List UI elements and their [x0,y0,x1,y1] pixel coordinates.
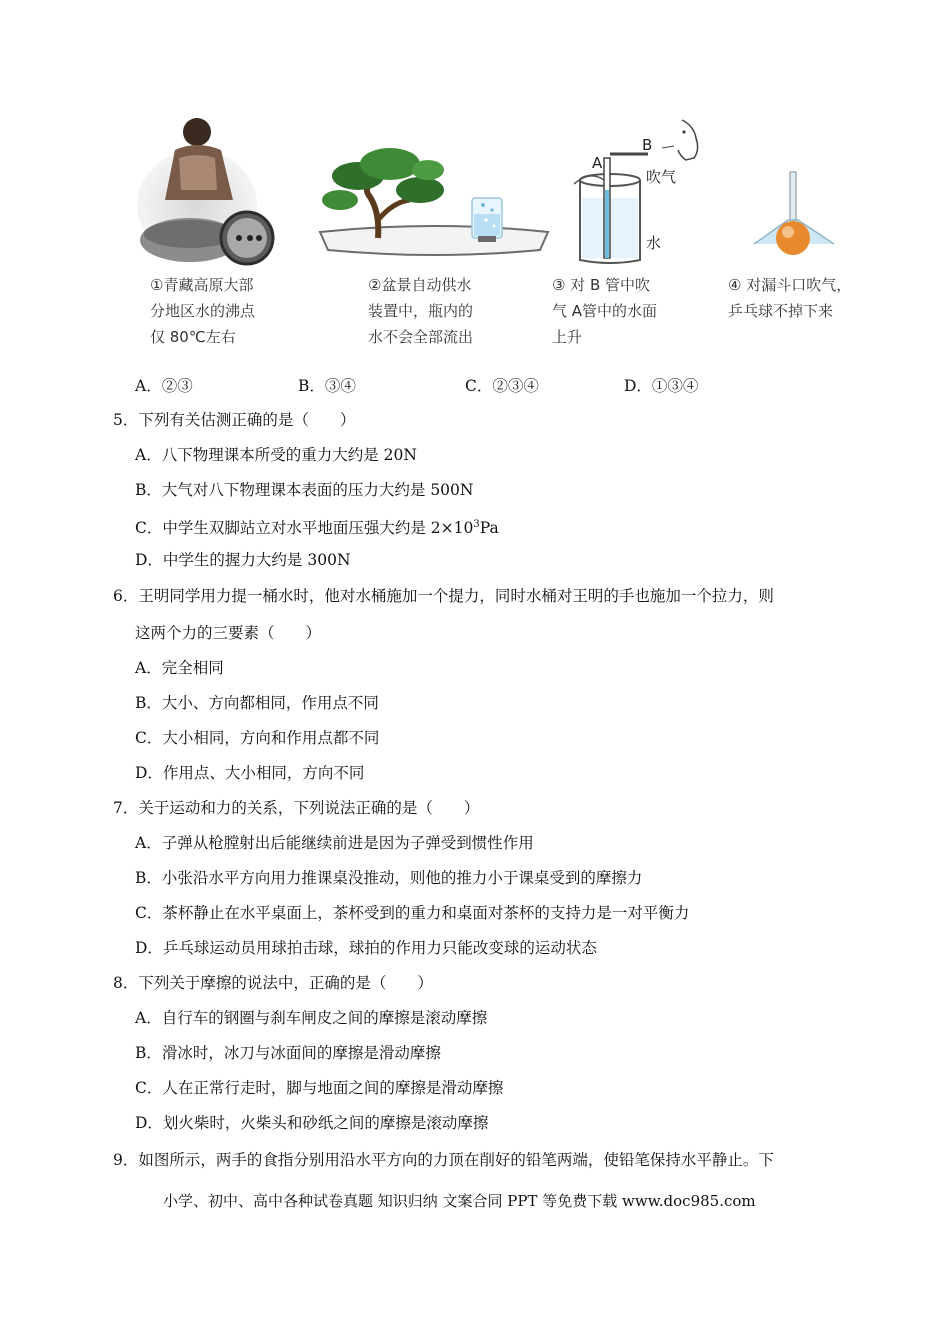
q8-option-b[interactable]: B．滑冰时，冰刀与冰面间的摩擦是滑动摩擦 [135,1044,441,1062]
q5-option-c-exponent: 3 [473,519,480,530]
q5-option-b[interactable]: B．大气对八下物理课本表面的压力大约是 500N [135,481,474,499]
funnel-ping-pong-icon [750,110,840,270]
figure-2-caption: ②盆景自动供水 装置中，瓶内的 水不会全部流出 [368,276,474,346]
question-8-stem: 8．下列关于摩擦的说法中，正确的是（ ） [113,974,433,992]
figure-funnel [750,110,840,270]
figure-bonsai [318,110,550,270]
q5-option-d[interactable]: D．中学生的握力大约是 300N [135,551,351,569]
q6-option-d[interactable]: D．作用点、大小相同，方向不同 [135,764,365,782]
figure-1-caption: ①青藏高原大部 分地区水的沸点 仅 80℃左右 [150,276,256,346]
question-9-stem: 9．如图所示，两手的食指分别用沿水平方向的力顶在削好的铅笔两端，使铅笔保持水平静止。下 [113,1151,774,1169]
blow-tube-experiment-icon [570,110,710,270]
label-b: B [642,136,653,154]
q8-option-c[interactable]: C．人在正常行走时，脚与地面之间的摩擦是滑动摩擦 [135,1079,504,1097]
q4-option-a[interactable]: A．②③ [135,377,193,395]
label-water: 水 [646,234,662,252]
question-6-stem: 6．王明同学用力提一桶水时，他对水桶施加一个提力，同时水桶对王明的手也施加一个拉力，则 [113,587,774,605]
highland-cooking-pot-icon [135,110,275,270]
bonsai-water-supply-icon [318,110,550,270]
q6-option-b[interactable]: B．大小、方向都相同，作用点不同 [135,694,379,712]
q4-option-b[interactable]: B．③④ [298,377,356,395]
label-blow: 吹气 [646,168,677,186]
label-a: A [592,154,603,172]
q7-option-d[interactable]: D．乒乓球运动员用球拍击球，球拍的作用力只能改变球的运动状态 [135,939,597,957]
figure-4-caption: ④ 对漏斗口吹气， 乒乓球不掉下来 [728,276,852,320]
page-footer: 小学、初中、高中各种试卷真题 知识归纳 文案合同 PPT 等免费下载 www.doc985.com [163,1192,756,1210]
q4-option-d[interactable]: D．①③④ [624,377,699,395]
figure-blow-tube [570,110,710,270]
question-5-stem: 5．下列有关估测正确的是（ ） [113,411,356,429]
q5-option-c[interactable] [135,514,499,539]
figure-3-caption: ③ 对 B 管中吹 气 A管中的水面 上升 [552,276,658,346]
q5-option-a[interactable]: A．八下物理课本所受的重力大约是 20N [135,446,417,464]
q4-option-c[interactable]: C．②③④ [465,377,539,395]
q7-option-a[interactable]: A．子弹从枪膛射出后能继续前进是因为子弹受到惯性作用 [135,834,534,852]
q8-option-d[interactable]: D．划火柴时，火柴头和砂纸之间的摩擦是滚动摩擦 [135,1114,489,1132]
q6-option-c[interactable]: C．大小相同，方向和作用点都不同 [135,729,380,747]
q5-option-c-text: C．中学生双脚站立对水平地面压强大约是 2×10 [135,519,474,538]
q5-option-c-unit: Pa [479,519,499,538]
question-7-stem: 7．关于运动和力的关系，下列说法正确的是（ ） [113,799,480,817]
q8-option-a[interactable]: A．自行车的钢圈与刹车闸皮之间的摩擦是滚动摩擦 [135,1009,488,1027]
q7-option-b[interactable]: B．小张沿水平方向用力推课桌没推动，则他的推力小于课桌受到的摩擦力 [135,869,643,887]
question-6-stem-cont: 这两个力的三要素（ ） [135,624,322,642]
figure-highland-boiling [135,110,275,270]
q7-option-c[interactable]: C．茶杯静止在水平桌面上，茶杯受到的重力和桌面对茶杯的支持力是一对平衡力 [135,904,690,922]
q6-option-a[interactable]: A．完全相同 [135,659,224,677]
